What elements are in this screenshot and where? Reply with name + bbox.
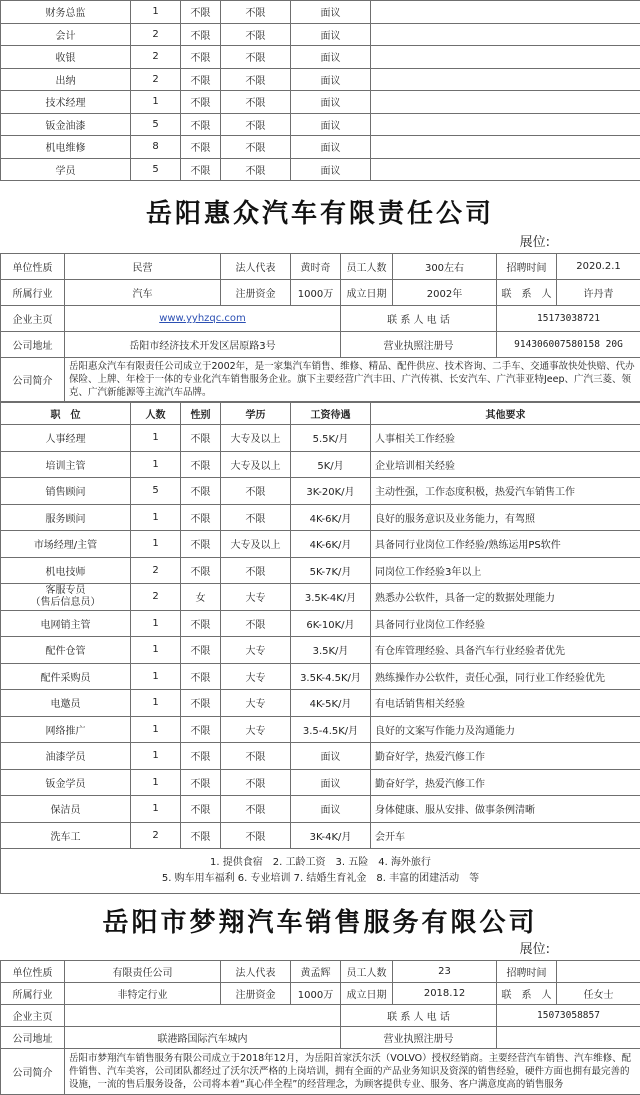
job-req xyxy=(371,158,640,181)
job-req xyxy=(371,23,640,46)
c2-label-capital: 注册资金 xyxy=(221,983,291,1005)
job-salary: 面议 xyxy=(291,796,371,823)
job-req: 有电话销售相关经验 xyxy=(371,690,640,717)
job-salary: 面议 xyxy=(291,743,371,770)
job-count: 1 xyxy=(131,504,181,531)
job-req: 良好的文案写作能力及沟通能力 xyxy=(371,716,640,743)
c2-label-homepage: 企业主页 xyxy=(1,1005,65,1027)
job-gender: 不限 xyxy=(181,690,221,717)
c2-value-address: 联港路国际汽车城内 xyxy=(65,1027,341,1049)
job-salary: 面议 xyxy=(291,113,371,136)
job-salary: 3K-20K/月 xyxy=(291,478,371,505)
c1-label-address: 公司地址 xyxy=(1,332,65,358)
job-salary: 3.5-4.5K/月 xyxy=(291,716,371,743)
job-gender: 不限 xyxy=(181,1,221,24)
job-title: 配件仓管 xyxy=(1,637,131,664)
job-gender: 不限 xyxy=(181,478,221,505)
c1-value-capital: 1000万 xyxy=(291,280,341,306)
job-title: 销售顾问 xyxy=(1,478,131,505)
job-title: 会计 xyxy=(1,23,131,46)
job-count: 2 xyxy=(131,23,181,46)
c1-value-nature: 民营 xyxy=(65,254,221,280)
job-count: 8 xyxy=(131,136,181,159)
job-title: 网络推广 xyxy=(1,716,131,743)
job-count: 2 xyxy=(131,46,181,69)
job-count: 1 xyxy=(131,425,181,452)
job-gender: 不限 xyxy=(181,504,221,531)
job-row xyxy=(1,113,640,136)
job-salary: 5K/月 xyxy=(291,451,371,478)
company2-title: 岳阳市梦翔汽车销售服务有限公司 xyxy=(0,900,640,940)
job-count: 2 xyxy=(131,584,181,611)
job-edu: 不限 xyxy=(221,557,291,584)
job-title: 技术经理 xyxy=(1,91,131,114)
c1-value-legal-rep: 黄时奇 xyxy=(291,254,341,280)
job-title: 收银 xyxy=(1,46,131,69)
job-row xyxy=(1,637,640,664)
job-req xyxy=(371,68,640,91)
job-row xyxy=(1,478,640,505)
job-count: 5 xyxy=(131,478,181,505)
job-row xyxy=(1,451,640,478)
job-edu: 不限 xyxy=(221,113,291,136)
c2-value-founded: 2018.12 xyxy=(393,983,497,1005)
c1-label-industry: 所属行业 xyxy=(1,280,65,306)
job-row xyxy=(1,46,640,69)
job-edu: 不限 xyxy=(221,769,291,796)
job-count: 1 xyxy=(131,1,181,24)
job-gender: 不限 xyxy=(181,91,221,114)
job-gender: 不限 xyxy=(181,637,221,664)
job-edu: 不限 xyxy=(221,822,291,849)
job-gender: 不限 xyxy=(181,716,221,743)
c1-header-req: 其他要求 xyxy=(371,403,640,425)
c2-label-staff: 员工人数 xyxy=(341,961,393,983)
job-salary: 面议 xyxy=(291,1,371,24)
job-req: 会开车 xyxy=(371,822,640,849)
job-row xyxy=(1,822,640,849)
c1-label-legal-rep: 法人代表 xyxy=(221,254,291,280)
c1-value-contact: 许丹青 xyxy=(557,280,640,306)
c1-value-recruit-date: 2020.2.1 xyxy=(557,254,640,280)
job-edu: 不限 xyxy=(221,136,291,159)
c2-value-legal-rep: 黄孟辉 xyxy=(291,961,341,983)
job-row xyxy=(1,68,640,91)
job-row xyxy=(1,690,640,717)
job-gender: 不限 xyxy=(181,796,221,823)
c2-value-homepage xyxy=(65,1005,341,1027)
c2-intro-text: 岳阳市梦翔汽车销售服务有限公司成立于2018年12月，为岳阳首家沃尔沃（VOLVO）授权经销商。主要经营汽车销售、汽车维修、配件销售、汽车美容，公司团队都经过了沃尔沃严格的上岗培训，拥有全面的产品业务知识及资深的销售经验，硬件方面也拥有最完善的设施，一流的售后服务设备，公司将本着“真心伴全程”的经营理念，为顾客提供专业、服务、客户满意度高的销售服务 xyxy=(65,1049,640,1095)
job-salary: 4K-5K/月 xyxy=(291,690,371,717)
job-count: 1 xyxy=(131,531,181,558)
job-salary: 面议 xyxy=(291,68,371,91)
job-req xyxy=(371,91,640,114)
c2-label-address: 公司地址 xyxy=(1,1027,65,1049)
job-req: 良好的服务意识及业务能力，有驾照 xyxy=(371,504,640,531)
c2-label-legal-rep: 法人代表 xyxy=(221,961,291,983)
c2-label-intro: 公司简介 xyxy=(1,1049,65,1095)
job-salary: 3.5K-4K/月 xyxy=(291,584,371,611)
company1-info-table xyxy=(0,253,640,402)
c2-label-phone: 联 系 人 电 话 xyxy=(341,1005,497,1027)
c1-value-license: 914306007580158 20G xyxy=(497,332,640,358)
job-req: 有仓库管理经验、具备汽车行业经验者优先 xyxy=(371,637,640,664)
job-title: 洗车工 xyxy=(1,822,131,849)
company1-jobs-table xyxy=(0,402,640,894)
job-salary: 面议 xyxy=(291,158,371,181)
c1-header-title: 职 位 xyxy=(1,403,131,425)
job-edu: 大专 xyxy=(221,690,291,717)
job-title: 电网销主管 xyxy=(1,610,131,637)
job-gender: 不限 xyxy=(181,46,221,69)
job-title: 市场经理/主管 xyxy=(1,531,131,558)
c1-value-phone: 15173038721 xyxy=(497,306,640,332)
job-salary: 3K-4K/月 xyxy=(291,822,371,849)
job-count: 1 xyxy=(131,769,181,796)
job-edu: 大专 xyxy=(221,663,291,690)
job-title: 客服专员 （售后信息员） xyxy=(1,584,131,611)
c2-value-recruit-date xyxy=(557,961,640,983)
c2-value-capital: 1000万 xyxy=(291,983,341,1005)
job-gender: 不限 xyxy=(181,663,221,690)
job-edu: 大专及以上 xyxy=(221,531,291,558)
c2-label-recruit-date: 招聘时间 xyxy=(497,961,557,983)
job-salary: 6K-10K/月 xyxy=(291,610,371,637)
c1-label-homepage: 企业主页 xyxy=(1,306,65,332)
c1-header-salary: 工资待遇 xyxy=(291,403,371,425)
job-edu: 不限 xyxy=(221,91,291,114)
job-gender: 不限 xyxy=(181,610,221,637)
job-title: 学员 xyxy=(1,158,131,181)
job-edu: 大专 xyxy=(221,637,291,664)
job-req xyxy=(371,136,640,159)
job-count: 1 xyxy=(131,91,181,114)
job-count: 2 xyxy=(131,68,181,91)
job-gender: 不限 xyxy=(181,822,221,849)
job-edu: 不限 xyxy=(221,1,291,24)
job-gender: 不限 xyxy=(181,769,221,796)
c1-value-staff: 300左右 xyxy=(393,254,497,280)
job-row xyxy=(1,557,640,584)
job-row xyxy=(1,531,640,558)
job-req: 熟悉办公软件，具备一定的数据处理能力 xyxy=(371,584,640,611)
c1-label-intro: 公司简介 xyxy=(1,358,65,402)
c2-value-contact: 任女士 xyxy=(557,983,640,1005)
c1-label-capital: 注册资金 xyxy=(221,280,291,306)
job-count: 1 xyxy=(131,716,181,743)
job-req xyxy=(371,1,640,24)
c1-label-nature: 单位性质 xyxy=(1,254,65,280)
job-edu: 不限 xyxy=(221,478,291,505)
job-title: 服务顾问 xyxy=(1,504,131,531)
company1-title: 岳阳惠众汽车有限责任公司 xyxy=(0,189,640,233)
job-count: 1 xyxy=(131,743,181,770)
job-salary: 面议 xyxy=(291,136,371,159)
job-salary: 面议 xyxy=(291,46,371,69)
previous-company-jobs-table xyxy=(0,0,640,181)
job-count: 1 xyxy=(131,663,181,690)
job-edu: 大专及以上 xyxy=(221,425,291,452)
job-title: 保洁员 xyxy=(1,796,131,823)
job-edu: 不限 xyxy=(221,796,291,823)
job-req: 身体健康、服从安排、做事条例清晰 xyxy=(371,796,640,823)
job-salary: 面议 xyxy=(291,91,371,114)
job-title: 钣金油漆 xyxy=(1,113,131,136)
job-row xyxy=(1,663,640,690)
c1-value-address: 岳阳市经济技术开发区居原路3号 xyxy=(65,332,341,358)
job-row xyxy=(1,769,640,796)
job-count: 2 xyxy=(131,557,181,584)
job-req: 具备同行业岗位工作经验 xyxy=(371,610,640,637)
job-count: 5 xyxy=(131,158,181,181)
job-salary: 4K-6K/月 xyxy=(291,504,371,531)
job-row xyxy=(1,796,640,823)
c1-label-recruit-date: 招聘时间 xyxy=(497,254,557,280)
job-title: 配件采购员 xyxy=(1,663,131,690)
c2-label-nature: 单位性质 xyxy=(1,961,65,983)
c1-label-founded: 成立日期 xyxy=(341,280,393,306)
c2-value-staff: 23 xyxy=(393,961,497,983)
job-row xyxy=(1,743,640,770)
company1-booth-label: 展位: xyxy=(0,233,640,253)
job-salary: 5K-7K/月 xyxy=(291,557,371,584)
job-gender: 不限 xyxy=(181,68,221,91)
c1-label-contact: 联 系 人 xyxy=(497,280,557,306)
job-edu: 不限 xyxy=(221,158,291,181)
job-row xyxy=(1,23,640,46)
c1-benefits-line2: 5. 购车用车福利 6. 专业培训 7. 结婚生育礼金 8. 丰富的团建活动 等 xyxy=(1,871,640,887)
job-req: 人事相关工作经验 xyxy=(371,425,640,452)
job-req: 主动性强，工作态度积极，热爱汽车销售工作 xyxy=(371,478,640,505)
job-salary: 3.5K-4.5K/月 xyxy=(291,663,371,690)
job-req: 勤奋好学，热爱汽修工作 xyxy=(371,743,640,770)
job-count: 1 xyxy=(131,637,181,664)
job-req: 勤奋好学，热爱汽修工作 xyxy=(371,769,640,796)
company2-booth-label: 展位: xyxy=(0,940,640,960)
job-row xyxy=(1,504,640,531)
job-count: 1 xyxy=(131,610,181,637)
c2-value-license xyxy=(497,1027,640,1049)
job-req: 熟练操作办公软件，责任心强，同行业工作经验优先 xyxy=(371,663,640,690)
c2-label-founded: 成立日期 xyxy=(341,983,393,1005)
c1-value-founded: 2002年 xyxy=(393,280,497,306)
job-row xyxy=(1,610,640,637)
job-edu: 不限 xyxy=(221,68,291,91)
c1-label-staff: 员工人数 xyxy=(341,254,393,280)
job-gender: 不限 xyxy=(181,113,221,136)
c1-label-license: 营业执照注册号 xyxy=(341,332,497,358)
c2-label-license: 营业执照注册号 xyxy=(341,1027,497,1049)
c1-homepage-link[interactable]: www.yyhzqc.com xyxy=(159,313,246,324)
job-row xyxy=(1,158,640,181)
job-gender: 不限 xyxy=(181,557,221,584)
job-gender: 不限 xyxy=(181,136,221,159)
job-title: 油漆学员 xyxy=(1,743,131,770)
job-req: 同岗位工作经验3年以上 xyxy=(371,557,640,584)
job-req xyxy=(371,113,640,136)
job-row xyxy=(1,716,640,743)
job-count: 2 xyxy=(131,822,181,849)
job-salary: 面议 xyxy=(291,23,371,46)
c2-value-nature: 有限责任公司 xyxy=(65,961,221,983)
job-count: 5 xyxy=(131,113,181,136)
job-title: 人事经理 xyxy=(1,425,131,452)
job-edu: 不限 xyxy=(221,504,291,531)
job-salary: 5.5K/月 xyxy=(291,425,371,452)
job-row xyxy=(1,1,640,24)
job-title: 电邀员 xyxy=(1,690,131,717)
job-gender: 不限 xyxy=(181,451,221,478)
job-edu: 不限 xyxy=(221,743,291,770)
c2-label-industry: 所属行业 xyxy=(1,983,65,1005)
job-req: 企业培训相关经验 xyxy=(371,451,640,478)
c1-header-count: 人数 xyxy=(131,403,181,425)
job-salary: 面议 xyxy=(291,769,371,796)
job-gender: 不限 xyxy=(181,158,221,181)
job-salary: 4K-6K/月 xyxy=(291,531,371,558)
c1-value-homepage[interactable] xyxy=(65,306,341,332)
job-title: 出纳 xyxy=(1,68,131,91)
job-edu: 大专 xyxy=(221,716,291,743)
job-row xyxy=(1,91,640,114)
job-req: 具备同行业岗位工作经验/熟练运用PS软件 xyxy=(371,531,640,558)
job-row xyxy=(1,584,640,611)
c1-header-gender: 性别 xyxy=(181,403,221,425)
c1-benefits-line1: 1. 提供食宿 2. 工龄工资 3. 五险 4. 海外旅行 xyxy=(1,855,640,871)
job-req xyxy=(371,46,640,69)
job-title: 机电维修 xyxy=(1,136,131,159)
c1-intro-text: 岳阳惠众汽车有限责任公司成立于2002年，是一家集汽车销售、维修、精品、配件供应、技术咨询、二手车、交通事故快处快赔、代办保险、上牌、年检于一体的专业化汽车销售服务企业。旗下主要经营广汽丰田、广汽传祺、长安汽车、广汽菲亚特Jeep、广汽三菱、领克、广汽新能源等主流汽车品牌。 xyxy=(65,358,640,402)
job-edu: 不限 xyxy=(221,46,291,69)
job-row xyxy=(1,425,640,452)
job-count: 1 xyxy=(131,796,181,823)
job-salary: 3.5K/月 xyxy=(291,637,371,664)
job-gender: 不限 xyxy=(181,425,221,452)
job-gender: 不限 xyxy=(181,531,221,558)
c1-header-edu: 学历 xyxy=(221,403,291,425)
c1-label-phone: 联 系 人 电 话 xyxy=(341,306,497,332)
c2-label-contact: 联 系 人 xyxy=(497,983,557,1005)
job-edu: 大专 xyxy=(221,584,291,611)
job-edu: 大专及以上 xyxy=(221,451,291,478)
c2-value-phone: 15073058857 xyxy=(497,1005,640,1027)
job-count: 1 xyxy=(131,451,181,478)
job-edu: 不限 xyxy=(221,23,291,46)
job-title: 钣金学员 xyxy=(1,769,131,796)
company2-info-table xyxy=(0,960,640,1095)
job-title: 机电技师 xyxy=(1,557,131,584)
job-title: 财务总监 xyxy=(1,1,131,24)
job-gender: 女 xyxy=(181,584,221,611)
job-gender: 不限 xyxy=(181,743,221,770)
job-edu: 不限 xyxy=(221,610,291,637)
job-gender: 不限 xyxy=(181,23,221,46)
job-row xyxy=(1,136,640,159)
job-title: 培训主管 xyxy=(1,451,131,478)
job-count: 1 xyxy=(131,690,181,717)
c2-value-industry: 非特定行业 xyxy=(65,983,221,1005)
c1-value-industry: 汽车 xyxy=(65,280,221,306)
c1-benefits xyxy=(1,849,640,894)
